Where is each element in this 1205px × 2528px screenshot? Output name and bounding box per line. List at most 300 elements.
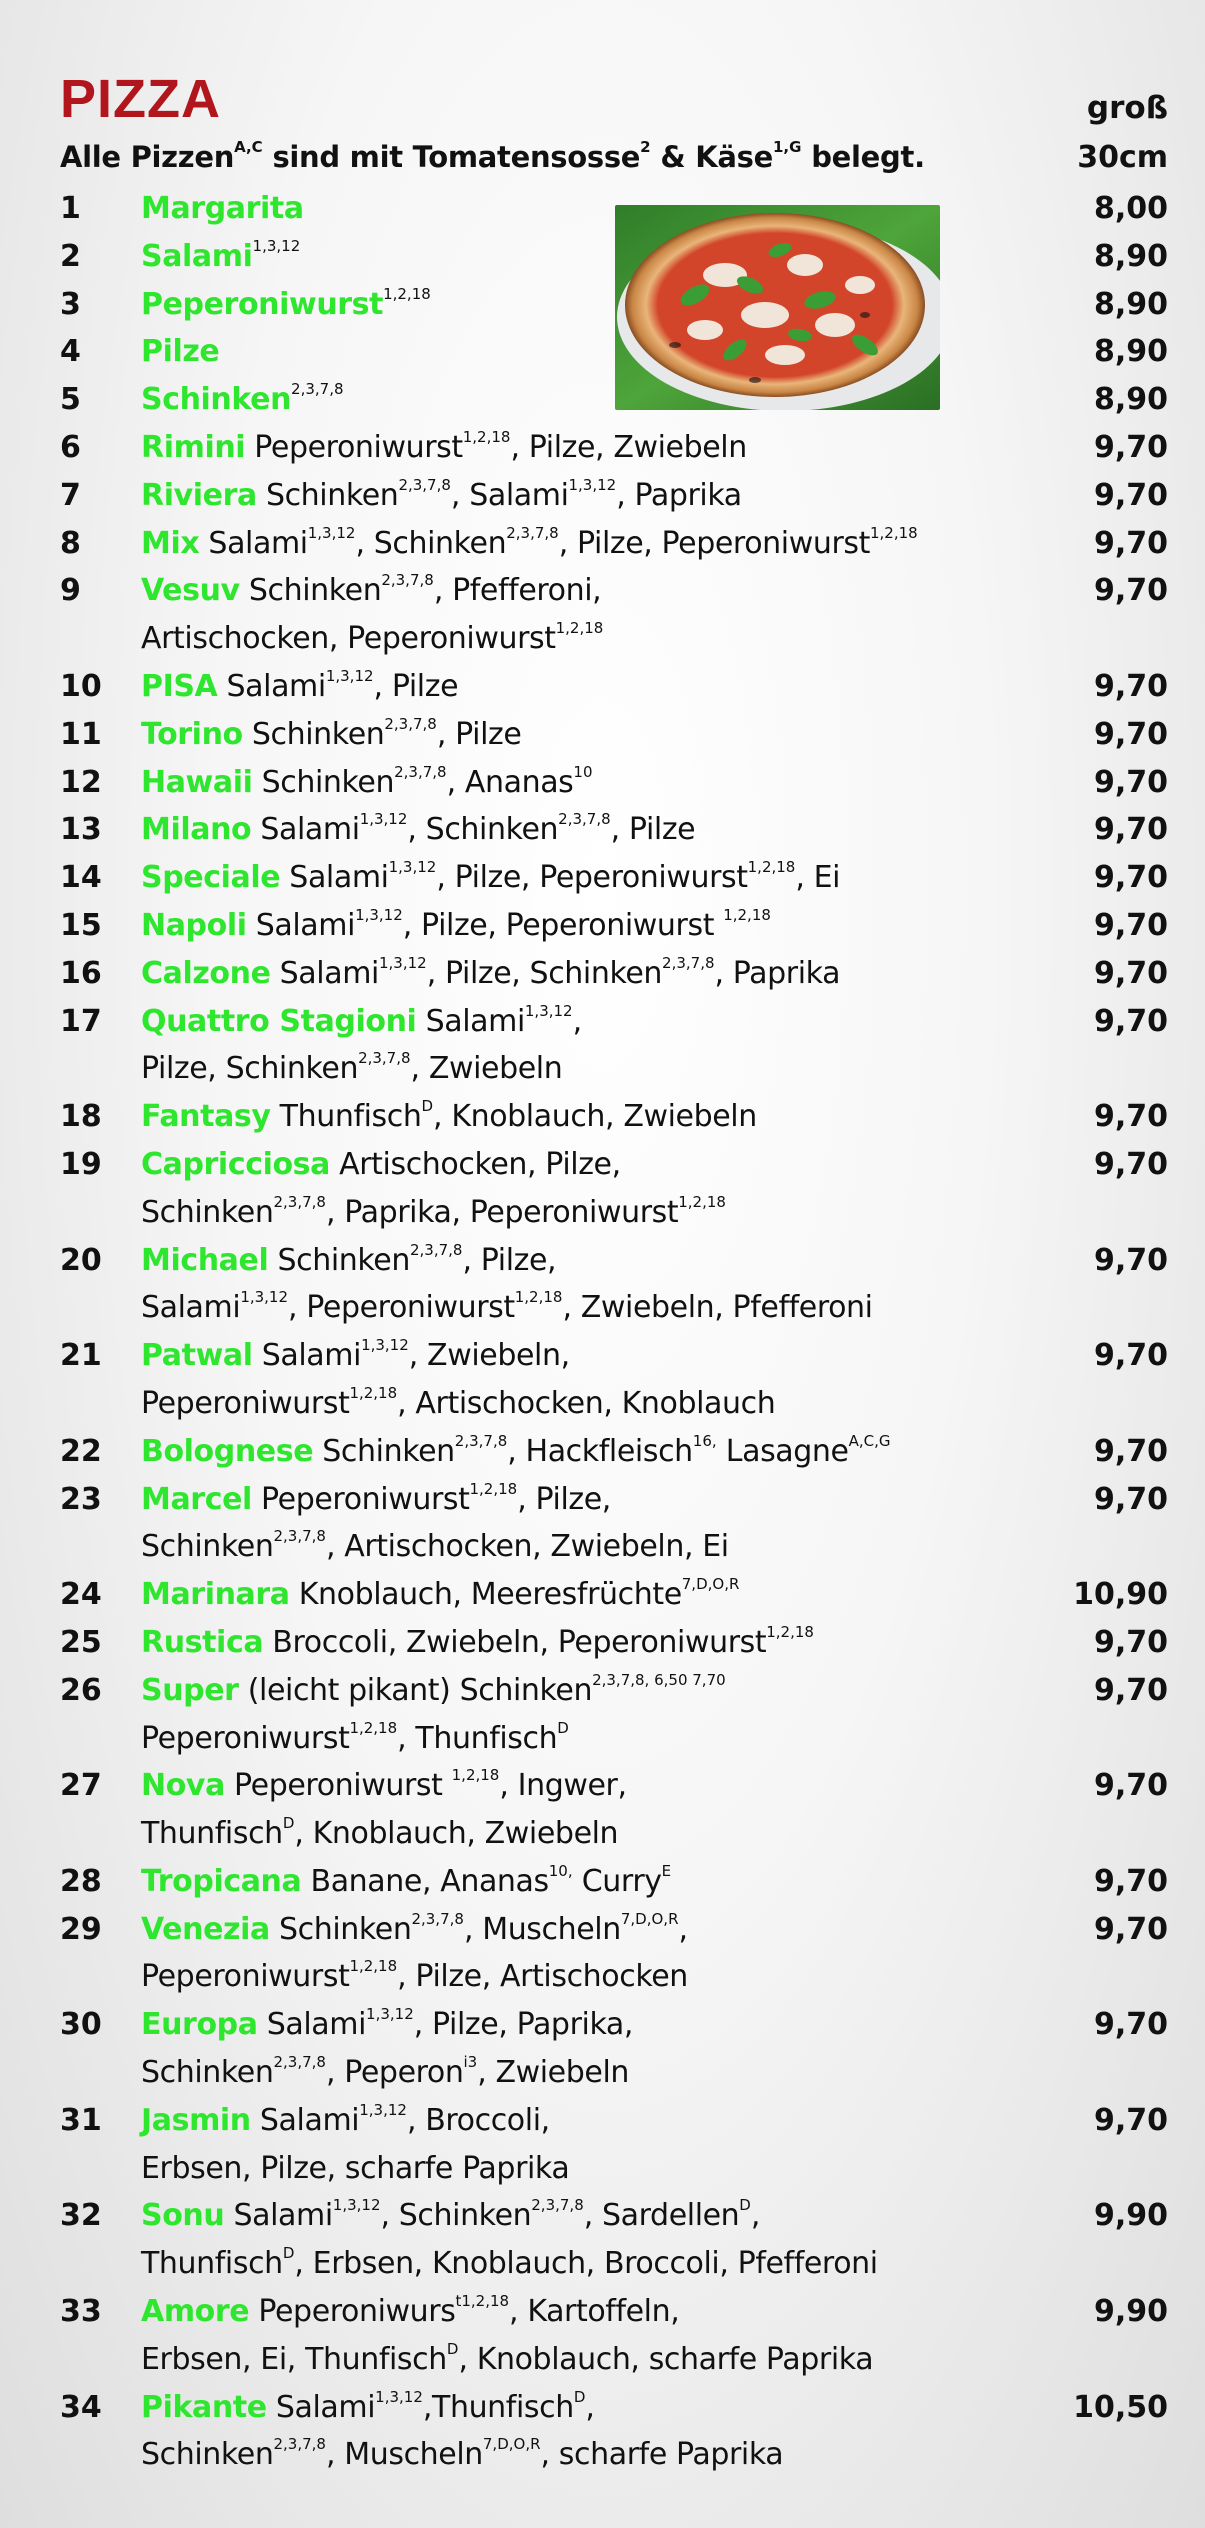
pizza-name: Rustica [141,1624,264,1660]
item-number: 24 [60,1577,102,1613]
item-description-line [141,663,1168,711]
menu-item [60,902,1168,950]
menu-item [60,950,1168,998]
item-price: 10,90 [1073,1577,1168,1613]
item-number: 23 [60,1481,102,1517]
ingredient-text: Salami [199,525,308,561]
item-price: 9,70 [1093,1911,1168,1947]
item-description-line [141,759,1168,807]
item-description-line [141,2145,1168,2193]
pizza-name: Calzone [141,955,271,991]
allergen-code: 1,2,18 [678,1192,726,1211]
allergen-code: 1,2,18 [555,619,604,638]
pizza-name: Venezia [141,1911,270,1947]
ingredient-text: Thunfisch [141,1816,283,1852]
item-price: 9,70 [1093,907,1168,943]
allergen-code: 10, [548,1861,573,1880]
allergen-code: 2,3,7,8 [273,2435,326,2454]
item-price: 8,00 [1093,191,1168,226]
allergen-code: 1,3,12 [375,2387,423,2406]
ingredient-text: Lasagne [716,1433,849,1469]
ingredient-text: Schinken [242,716,385,752]
ingredient-text: , Pilze, Zwiebeln [510,429,747,465]
allergen-code: 2,3,7,8 [273,2053,326,2072]
menu-item [60,1141,1168,1237]
menu-item [60,2192,1168,2288]
ingredient-text: , [750,2198,760,2234]
item-price: 9,70 [1093,860,1168,896]
item-description-line [141,2288,1168,2336]
ingredient-text: , Sardellen [583,2198,740,2234]
ingredient-text: , Pilze, Paprika, [413,2007,634,2043]
ingredient-text: Salami [416,1003,525,1039]
item-price: 9,70 [1093,1481,1168,1517]
ingredient-text: , Zwiebeln, [408,1338,570,1374]
ingredient-text: , Paprika [714,955,841,991]
ingredient-text: , Pilze, Schinken [426,955,663,991]
ingredient-text: Peperoniwurst [224,1768,452,1804]
ingredient-text: , scharfe Paprika [540,2437,784,2473]
pizza-name: Riviera [141,477,257,513]
allergen-code: 2,3,7,8 [273,1527,326,1546]
item-description-line [141,1715,1168,1763]
ingredient-text: , Zwiebeln, Pfefferoni [562,1290,873,1326]
allergen-code: 1,2,18 [349,1957,398,1976]
ingredient-text: , Muscheln [463,1911,621,1947]
item-number: 30 [60,2007,102,2043]
ingredient-text: , Muscheln [325,2437,483,2473]
item-description-line [141,1810,1168,1858]
pizza-name: Sonu [141,2198,225,2234]
menu-item [60,2001,1168,2097]
allergen-code: A,C,G [848,1431,891,1450]
item-description-line [141,1619,1168,1667]
pizza-name: Tropicana [141,1863,302,1899]
size-label: groß [1086,90,1168,126]
allergen-code: A,C [234,138,263,156]
pizza-name: Bolognese [141,1433,314,1469]
item-number: 8 [60,525,81,561]
item-description-line [141,2192,1168,2240]
allergen-code: 2,3,7,8 [454,1431,508,1450]
item-price: 8,90 [1093,382,1168,418]
ingredient-text: sind mit Tomatensosse [262,140,641,174]
ingredient-text: , Peperoniwurst [288,1290,515,1326]
item-description-line [141,1093,1168,1141]
ingredient-text: Schinken [141,2437,274,2473]
item-number: 26 [60,1672,102,1708]
size-diameter: 30cm [1077,140,1168,175]
pizza-list [60,185,1168,2479]
allergen-code: 1,2,18 [514,1288,563,1307]
item-description-line [141,1141,1168,1189]
ingredient-text: , [572,1003,582,1039]
allergen-code: t1,2,18 [455,2292,510,2311]
item-number: 17 [60,1003,102,1039]
allergen-code: 1,3,12 [252,236,301,255]
allergen-code: 1,2,18 [723,905,771,924]
menu-item [60,663,1168,711]
allergen-code: 10 [573,762,593,781]
allergen-code: 2,3,7,8 [558,810,611,829]
item-price: 10,50 [1073,2389,1168,2425]
item-description-line [141,2336,1168,2384]
allergen-code: D [421,1097,434,1116]
item-description-line [141,2240,1168,2288]
pizza-name: Rimini [141,429,246,465]
item-price: 9,90 [1093,2294,1168,2330]
pizza-name: Hawaii [141,764,253,800]
item-number: 21 [60,1338,102,1374]
ingredient-text: Peperoniwurst [141,1720,350,1756]
ingredient-text: , Schinken [407,812,559,848]
allergen-code: 2,3,7,8 [411,1909,464,1928]
item-price: 9,70 [1093,429,1168,465]
allergen-code: 2,3,7,8 [506,523,559,542]
allergen-code: 1,2,18 [469,1479,518,1498]
menu-item [60,1858,1168,1906]
item-number: 2 [60,238,81,274]
allergen-code: 2,3,7,8 [273,1192,326,1211]
ingredient-text: Salami [250,2102,360,2138]
pizza-name: Milano [141,812,252,848]
allergen-code: D [446,2339,459,2358]
allergen-code: 2,3,7,8 [531,2196,584,2215]
ingredient-text: , Schinken [355,525,507,561]
ingredient-text: Salami [270,955,379,991]
item-description-line [141,1762,1168,1810]
menu-item [60,567,1168,663]
menu-item [60,1428,1168,1476]
ingredient-text: Salami [141,1290,241,1326]
ingredient-text: , Artischocken, Knoblauch [397,1385,776,1421]
item-description-line [141,1476,1168,1524]
menu-item [60,233,1168,281]
ingredient-text: Artischocken, Peperoniwurst [141,621,556,657]
item-price: 9,70 [1093,812,1168,848]
item-number: 12 [60,764,102,800]
ingredient-text: , Pilze, [517,1481,611,1517]
item-price: 9,70 [1093,668,1168,704]
ingredient-text: Salami [251,812,360,848]
ingredient-text: , Zwiebeln [410,1051,563,1087]
allergen-code: 1,3,12 [388,858,437,877]
ingredient-text: , Ingwer, [499,1768,627,1804]
menu-item [60,854,1168,902]
item-description-line [141,998,1168,1046]
item-description-line [141,1332,1168,1380]
item-price: 9,70 [1093,1242,1168,1278]
ingredient-text: Peperoniwurst [141,1385,350,1421]
item-price: 9,70 [1093,525,1168,561]
item-price: 9,70 [1093,1099,1168,1135]
menu-item [60,1619,1168,1667]
item-number: 13 [60,812,102,848]
ingredient-text: Alle Pizzen [60,140,235,174]
item-description-line [141,1045,1168,1093]
menu-item [60,424,1168,472]
ingredient-text: , Hackfleisch [507,1433,693,1469]
ingredient-text: , Pilze, Peperoniwurst [436,860,748,896]
item-number: 14 [60,860,102,896]
allergen-code: 1,2,18 [462,427,511,446]
allergen-code: 2,3,7,8 [394,762,447,781]
item-number: 10 [60,668,102,704]
ingredient-text: , Pilze, [462,1242,557,1278]
ingredient-text: , Paprika, Peperoniwurst [325,1194,679,1230]
allergen-code: 1,2,18 [349,1383,398,1402]
allergen-code: 1,3,12 [359,810,408,829]
ingredient-text: Schinken [256,477,399,513]
ingredient-text: , Knoblauch, scharfe Paprika [458,2341,874,2377]
ingredient-text: Salami [257,2007,367,2043]
ingredient-text: , Thunfisch [397,1720,558,1756]
pizza-name: Michael [141,1242,269,1278]
pizza-name: Vesuv [141,573,240,609]
item-price: 8,90 [1093,238,1168,274]
pizza-name: Speciale [141,860,281,896]
ingredient-text: Thunfisch [141,2246,283,2282]
allergen-code: 7,D,O,R [681,1575,740,1594]
item-number: 3 [60,286,81,322]
ingredient-text: Schinken [268,1242,410,1278]
allergen-code: D [557,1718,569,1737]
pizza-name: Pilze [141,334,220,370]
item-description-line [141,711,1168,759]
allergen-code: 7,D,O,R [620,1909,679,1928]
item-description-line [141,567,1168,615]
item-number: 16 [60,955,102,991]
ingredient-text: , Pilze, Peperoniwurst [558,525,870,561]
item-description-line [141,2049,1168,2097]
allergen-code: 1,3,12 [361,1336,409,1355]
item-number: 28 [60,1863,102,1899]
pizza-name: Super [141,1672,239,1708]
item-description-line [141,1858,1168,1906]
allergen-code: 1,3,12 [378,953,427,972]
item-number: 31 [60,2102,102,2138]
item-price: 9,70 [1093,573,1168,609]
ingredient-text: Schinken [141,1529,274,1565]
item-price: 9,70 [1093,1624,1168,1660]
pizza-name: Europa [141,2007,258,2043]
item-description-line [141,1284,1168,1332]
item-number: 27 [60,1768,102,1804]
allergen-code: 2 [640,138,651,156]
item-number: 29 [60,1911,102,1947]
pizza-name: Torino [141,716,243,752]
menu-item [60,759,1168,807]
allergen-code: 1,3,12 [568,475,617,494]
allergen-code: D [573,2387,586,2406]
allergen-code: D [282,1814,295,1833]
item-number: 6 [60,429,81,465]
allergen-code: D [739,2196,751,2215]
item-price: 8,90 [1093,334,1168,370]
allergen-code: 1,3,12 [359,2100,407,2119]
menu-item [60,185,1168,233]
item-description-line [141,520,1168,568]
ingredient-text: Salami [280,860,389,896]
pizza-name: Napoli [141,907,247,943]
item-price: 9,70 [1093,764,1168,800]
item-price: 9,70 [1093,1768,1168,1804]
allergen-code: E [661,1861,672,1880]
item-number: 9 [60,573,81,609]
allergen-code: i3 [463,2053,478,2072]
allergen-code: 1,3,12 [366,2005,414,2024]
item-price: 9,70 [1093,955,1168,991]
ingredient-text: Thunfisch [270,1099,422,1135]
item-price: 9,70 [1093,2007,1168,2043]
menu-item [60,2288,1168,2384]
ingredient-text: Peperoniwurst [251,1481,470,1517]
item-description-line [141,854,1168,902]
allergen-code: 1,3,12 [240,1288,289,1307]
ingredient-text: Peperoniwurs [249,2294,456,2330]
item-number: 19 [60,1146,102,1182]
menu-subtitle [60,140,925,174]
menu-title: PIZZA [60,69,221,129]
menu-item [60,1762,1168,1858]
menu-item [60,281,1168,329]
menu-item [60,328,1168,376]
allergen-code: 1,3,12 [332,2196,381,2215]
item-number: 22 [60,1433,102,1469]
item-price: 9,70 [1093,1863,1168,1899]
ingredient-text: , Ananas [446,764,574,800]
item-number: 34 [60,2389,102,2425]
item-number: 4 [60,334,81,370]
item-number: 20 [60,1242,102,1278]
pizza-name: Patwal [141,1338,253,1374]
item-price: 9,70 [1093,477,1168,513]
menu-item [60,1667,1168,1763]
ingredient-text: , Pfefferoni, [433,573,602,609]
item-number: 1 [60,191,81,226]
pizza-name: Margarita [141,191,304,226]
item-description-line [141,806,1168,854]
item-number: 7 [60,477,81,513]
ingredient-text: Salami [252,1338,362,1374]
item-price: 9,70 [1093,716,1168,752]
allergen-code: 2,3,7,8 [662,953,715,972]
pizza-name: Peperoniwurst [141,286,384,322]
menu-item [60,2384,1168,2480]
ingredient-text: Erbsen, Pilze, scharfe Paprika [141,2150,570,2186]
allergen-code: 1,2,18 [383,284,431,303]
ingredient-text: Schinken [239,573,382,609]
pizza-name: Fantasy [141,1099,271,1135]
ingredient-text: Schinken [141,2055,274,2091]
ingredient-text: , Pilze [436,716,522,752]
ingredient-text: , [585,2389,595,2425]
ingredient-text: , Pilze, Artischocken [397,1959,688,1995]
ingredient-text: , Artischocken, Zwiebeln, Ei [325,1529,729,1565]
menu-item [60,520,1168,568]
ingredient-text: Broccoli, Zwiebeln, Peperoniwurst [263,1624,767,1660]
item-description-line [141,1571,1168,1619]
ingredient-text: Salami [217,668,326,704]
allergen-code: 7,D,O,R [482,2435,541,2454]
item-number: 32 [60,2198,102,2234]
item-description-line [141,2384,1168,2432]
item-description-line [141,281,1168,329]
item-description-line [141,1523,1168,1571]
ingredient-text: belegt. [801,140,925,174]
ingredient-text: Pilze, Schinken [141,1051,359,1087]
item-number: 15 [60,907,102,943]
item-description-line [141,2097,1168,2145]
item-price: 9,70 [1093,2102,1168,2138]
ingredient-text: Erbsen, Ei, Thunfisch [141,2341,447,2377]
pizza-name: PISA [141,668,218,704]
menu-item [60,806,1168,854]
allergen-code: 2,3,7,8 [381,571,434,590]
ingredient-text: , Pilze, Peperoniwurst [402,907,724,943]
ingredient-text: Banane, Ananas [301,1863,549,1899]
menu-item [60,998,1168,1094]
ingredient-text: ,Thunfisch [422,2389,574,2425]
item-number: 33 [60,2294,102,2330]
ingredient-text: , Knoblauch, Zwiebeln [433,1099,757,1135]
pizza-name: Pikante [141,2389,267,2425]
allergen-code: 1,3,12 [355,905,403,924]
item-description-line [141,233,1168,281]
pizza-name: Jasmin [141,2102,251,2138]
allergen-code: 1,2,18 [747,858,796,877]
ingredient-text: , Schinken [380,2198,532,2234]
allergen-code: 2,3,7,8, 6,50 7,70 [592,1670,726,1689]
allergen-code: 1,2,18 [451,1766,500,1785]
item-description-line [141,424,1168,472]
item-description-line [141,1906,1168,1954]
menu-item [60,1332,1168,1428]
allergen-code: 2,3,7,8 [291,380,344,399]
item-price: 8,90 [1093,286,1168,322]
ingredient-text: Salami [246,907,356,943]
item-number: 5 [60,382,81,418]
item-description-line [141,1428,1168,1476]
item-description-line [141,2001,1168,2049]
ingredient-text: Artischocken, Pilze, [329,1146,621,1182]
item-number: 18 [60,1099,102,1135]
allergen-code: 1,G [772,138,802,156]
item-price: 9,70 [1093,1003,1168,1039]
menu-item [60,711,1168,759]
menu-item [60,1093,1168,1141]
item-price: 9,70 [1093,1672,1168,1708]
allergen-code: 1,3,12 [325,666,374,685]
ingredient-text: , Knoblauch, Zwiebeln [294,1816,619,1852]
ingredient-text: , Pilze [610,812,696,848]
ingredient-text: Salami [266,2389,376,2425]
menu-item [60,1571,1168,1619]
allergen-code: 1,3,12 [524,1001,573,1020]
item-price: 9,70 [1093,1433,1168,1469]
ingredient-text: & Käse [650,140,773,174]
allergen-code: 2,3,7,8 [398,475,451,494]
ingredient-text: , Broccoli, [406,2102,550,2138]
item-description-line [141,1667,1168,1715]
item-description-line [141,950,1168,998]
item-price: 9,90 [1093,2198,1168,2234]
allergen-code: 1,3,12 [307,523,356,542]
item-number: 25 [60,1624,102,1660]
allergen-code: 1,2,18 [766,1622,814,1641]
ingredient-text: , [678,1911,688,1947]
menu-item [60,1906,1168,2002]
